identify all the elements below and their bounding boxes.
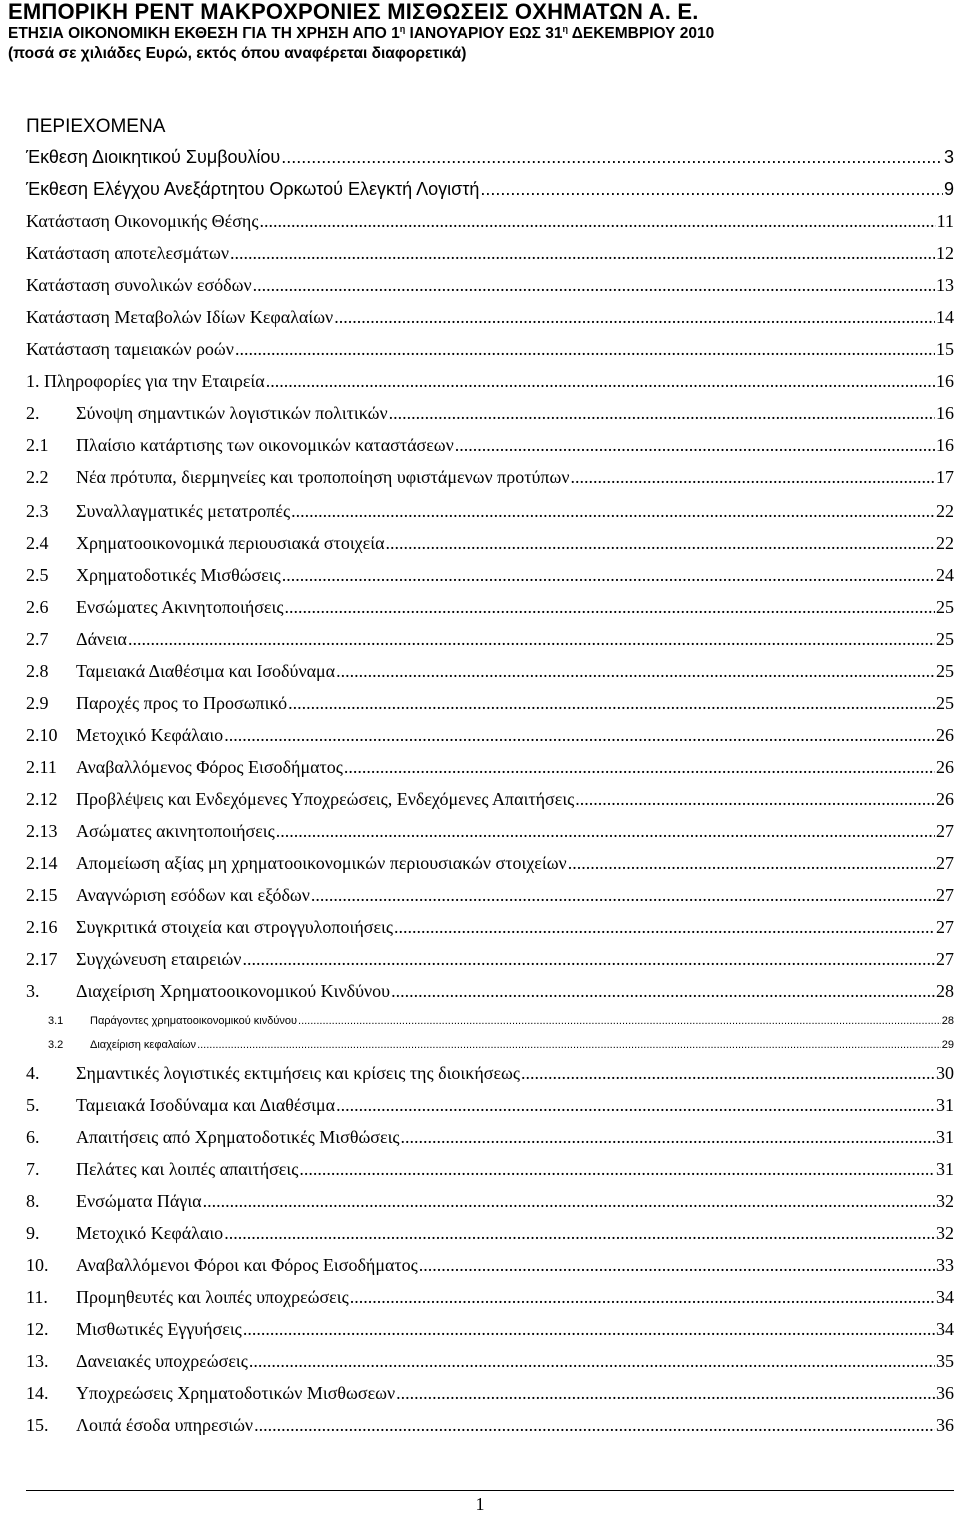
toc-entry-title: Κατάσταση Οικονομικής Θέσης <box>26 211 259 231</box>
toc-entry-page: 27 <box>936 853 954 873</box>
toc-entry-page: 36 <box>936 1415 954 1435</box>
toc-leader-dots <box>230 242 935 264</box>
toc-entry-title: Ενσώματες Ακινητοποιήσεις <box>76 597 284 617</box>
toc-entry[interactable] <box>26 788 954 810</box>
toc-entry-title: Συγκριτικά στοιχεία και στρογγυλοποιήσεις <box>76 917 393 937</box>
toc-entry[interactable] <box>26 1382 954 1404</box>
toc-entry-title: Αναβαλλόμενοι Φόροι και Φόρος Εισοδήματος <box>76 1255 418 1275</box>
toc-entry-number: 2.14 <box>26 853 58 873</box>
toc-entry-number: 2.1 <box>26 435 49 455</box>
toc-entry[interactable] <box>26 948 954 970</box>
toc-leader-dots <box>396 1382 935 1404</box>
toc-entry-number: 3. <box>26 981 40 1001</box>
toc-entry[interactable] <box>26 916 954 938</box>
toc-entry-page: 24 <box>936 565 954 585</box>
toc-entry-title: Πελάτες και λοιπές απαιτήσεις <box>76 1159 299 1179</box>
toc-entry-page: 27 <box>936 949 954 969</box>
toc-entry-page: 25 <box>936 597 954 617</box>
toc-entry-page: 27 <box>936 821 954 841</box>
toc-entry-number: 15. <box>26 1415 49 1435</box>
toc-entry-number: 2.7 <box>26 629 49 649</box>
toc-entry-page: 31 <box>936 1127 954 1147</box>
toc-entry[interactable] <box>26 242 954 264</box>
toc-entry-page: 30 <box>936 1063 954 1083</box>
toc-leader-dots <box>575 788 935 810</box>
toc-entry-page: 16 <box>936 371 954 391</box>
toc-entry-number: 2.9 <box>26 693 49 713</box>
toc-entry-number: 8. <box>26 1191 40 1211</box>
toc-entry[interactable] <box>26 660 954 682</box>
toc-entry-page: 26 <box>936 725 954 745</box>
toc-entry-title: Ασώματες ακινητοποιήσεις <box>76 821 275 841</box>
document-header <box>8 0 714 64</box>
toc-leader-dots <box>311 884 935 906</box>
toc-entry-number: 2.4 <box>26 533 49 553</box>
toc-entry-page: 31 <box>936 1095 954 1115</box>
toc-entry-title: Κατάσταση αποτελεσμάτων <box>26 243 230 263</box>
toc-entry-title: 1. Πληροφορίες για την Εταιρεία <box>26 371 265 391</box>
toc-entry-number: 3.1 <box>48 1015 64 1027</box>
toc-entry-page: 33 <box>936 1255 954 1275</box>
toc-entry-number: 2.6 <box>26 597 49 617</box>
toc-entry-number: 5. <box>26 1095 40 1115</box>
toc-leader-dots <box>254 1414 935 1436</box>
toc-entry-page: 32 <box>936 1191 954 1211</box>
toc-entry-title: Παράγοντες χρηματοοικονομικού κινδύνου <box>90 1015 298 1027</box>
toc-leader-dots <box>350 1286 935 1308</box>
toc-entry-number: 14. <box>26 1383 49 1403</box>
toc-entry-title: Ταμειακά Ισοδύναμα και Διαθέσιμα <box>76 1095 336 1115</box>
toc-entry[interactable] <box>26 532 954 554</box>
toc-entry-page: 36 <box>936 1383 954 1403</box>
toc-leader-dots <box>568 852 935 874</box>
toc-entry[interactable] <box>26 370 954 392</box>
toc-entry-number: 4. <box>26 1063 40 1083</box>
toc-leader-dots <box>336 1094 935 1116</box>
toc-entry-number: 2.2 <box>26 467 49 487</box>
toc-entry[interactable] <box>26 1158 954 1180</box>
toc-entry-number: 2.5 <box>26 565 49 585</box>
toc-entry-number: 2.16 <box>26 917 58 937</box>
toc-entry-title: Μετοχικό Κεφάλαιο <box>76 1223 224 1243</box>
toc-leader-dots <box>266 370 935 392</box>
toc-entry-page: 15 <box>936 339 954 359</box>
company-title: ΕΜΠΟΡΙΚΗ ΡΕΝΤ ΜΑΚΡΟΧΡΟΝΙΕΣ ΜΙΣΘΩΣΕΙΣ ΟΧΗΜΑΤΩΝ Α. Ε. <box>8 0 699 24</box>
toc-entry[interactable] <box>26 434 954 456</box>
toc-entry-title: Σύνοψη σημαντικών λογιστικών πολιτικών <box>76 403 388 423</box>
toc-entry[interactable] <box>26 146 954 168</box>
toc-entry-number: 2. <box>26 403 40 423</box>
footer-divider <box>26 1490 954 1491</box>
toc-leader-dots <box>480 178 943 200</box>
toc-entry-title: Σημαντικές λογιστικές εκτιμήσεις και κρίσεις της διοικήσεως <box>76 1063 520 1083</box>
toc-entry-number: 11. <box>26 1287 48 1307</box>
toc-leader-dots <box>299 1158 935 1180</box>
toc-entry-number: 2.15 <box>26 885 58 905</box>
toc-entry-title: Προμηθευτές και λοιπές υποχρεώσεις <box>76 1287 349 1307</box>
toc-leader-dots <box>389 402 935 424</box>
toc-entry[interactable] <box>26 338 954 360</box>
toc-leader-dots <box>281 146 943 168</box>
toc-entry-page: 29 <box>941 1039 954 1051</box>
toc-entry[interactable] <box>26 692 954 714</box>
toc-entry-title: Διαχείριση κεφαλαίων <box>90 1039 197 1051</box>
toc-entry-page: 22 <box>936 533 954 553</box>
toc-entry-number: 7. <box>26 1159 40 1179</box>
toc-entry-title: Έκθεση Διοικητικού Συμβουλίου <box>26 147 281 167</box>
toc-entry[interactable] <box>26 852 954 874</box>
toc-entry-title: Μετοχικό Κεφάλαιο <box>76 725 224 745</box>
toc-leader-dots <box>242 948 935 970</box>
toc-entry-title: Ενσώματα Πάγια <box>76 1191 202 1211</box>
toc-entry-title: Δάνεια <box>76 629 127 649</box>
toc-leader-dots <box>336 660 935 682</box>
toc-entry[interactable] <box>26 500 954 522</box>
toc-entry-title: Διαχείριση Χρηματοοικονομικού Κινδύνου <box>76 981 391 1001</box>
toc-entry-title: Αναβαλλόμενος Φόρος Εισοδήματος <box>76 757 343 777</box>
toc-entry-title: Μισθωτικές Εγγυήσεις <box>76 1319 242 1339</box>
toc-entry[interactable] <box>26 756 954 778</box>
toc-leader-dots <box>284 596 935 618</box>
toc-entry[interactable] <box>26 980 954 1002</box>
toc-leader-dots <box>259 210 935 232</box>
toc-entry[interactable] <box>26 1318 954 1340</box>
toc-entry-page: 27 <box>936 885 954 905</box>
toc-entry[interactable] <box>26 306 954 328</box>
toc-entry-title: Προβλέψεις και Ενδεχόμενες Υποχρεώσεις, Ενδεχόμενες Απαιτήσεις <box>76 789 575 809</box>
toc-entry-page: 16 <box>936 435 954 455</box>
toc-leader-dots <box>570 466 935 488</box>
toc-leader-dots <box>521 1062 935 1084</box>
toc-leader-dots <box>455 434 935 456</box>
toc-leader-dots <box>203 1190 935 1212</box>
toc-entry-page: 22 <box>936 501 954 521</box>
toc-entry[interactable] <box>26 402 954 424</box>
toc-entry-page: 9 <box>943 179 954 199</box>
toc-entry[interactable] <box>26 884 954 906</box>
toc-leader-dots <box>394 916 935 938</box>
toc-leader-dots <box>249 1350 935 1372</box>
toc-entry-title: Πλαίσιο κατάρτισης των οικονομικών καταστάσεων <box>76 435 454 455</box>
toc-entry-page: 34 <box>936 1287 954 1307</box>
toc-leader-dots <box>197 1038 941 1052</box>
toc-entry-page: 16 <box>936 403 954 423</box>
toc-leader-dots <box>401 1126 935 1148</box>
toc-entry-page: 28 <box>941 1015 954 1027</box>
toc-entry-number: 13. <box>26 1351 49 1371</box>
toc-entry-title: Ταμειακά Διαθέσιμα και Ισοδύναμα <box>76 661 336 681</box>
toc-entry-page: 3 <box>943 147 954 167</box>
toc-entry[interactable] <box>26 1094 954 1116</box>
toc-leader-dots <box>391 980 935 1002</box>
report-title: ΕΤΗΣΙΑ ΟΙΚΟΝΟΜΙΚΗ ΕΚΘΕΣΗ ΓΙΑ ΤΗ ΧΡΗΣΗ ΑΠΟ $1^\eta$ ΙΑΝΟΥΑΡΙΟΥ ΕΩΣ $31^\eta$ ΔΕΚΕΜΒΡΙΟΥ 2010 <box>8 23 715 42</box>
toc-entry-number: 6. <box>26 1127 40 1147</box>
toc-leader-dots <box>224 724 935 746</box>
toc-entry-page: 25 <box>936 693 954 713</box>
toc-title: ΠΕΡΙΕΧΟΜΕΝΑ <box>26 116 166 137</box>
toc-entry-title: Κατάσταση συνολικών εσόδων <box>26 275 252 295</box>
toc-entry-number: 2.11 <box>26 757 57 777</box>
toc-entry-page: 27 <box>936 917 954 937</box>
toc-entry-page: 32 <box>936 1223 954 1243</box>
toc-entry-title: Συναλλαγματικές μετατροπές <box>76 501 291 521</box>
toc-entry[interactable] <box>26 1222 954 1244</box>
toc-entry-page: 17 <box>936 467 954 487</box>
toc-entry-page: 25 <box>936 661 954 681</box>
toc-entry[interactable] <box>26 1014 954 1028</box>
toc-entry-page: 31 <box>936 1159 954 1179</box>
toc-entry[interactable] <box>26 274 954 296</box>
toc-leader-dots <box>253 274 935 296</box>
toc-entry-title: Απομείωση αξίας μη χρηματοοικονομικών περιουσιακών στοιχείων <box>76 853 567 873</box>
toc-entry[interactable] <box>26 178 954 200</box>
toc-entry-number: 2.12 <box>26 789 58 809</box>
toc-entry-page: 35 <box>936 1351 954 1371</box>
toc-entry-number: 2.3 <box>26 501 49 521</box>
toc-entry-page: 34 <box>936 1319 954 1339</box>
toc-entry-page: 14 <box>936 307 954 327</box>
toc-entry-page: 11 <box>936 211 954 231</box>
toc-entry[interactable] <box>26 628 954 650</box>
toc-entry[interactable] <box>26 466 954 488</box>
toc-entry-page: 12 <box>936 243 954 263</box>
page-number: 1 <box>475 1494 485 1514</box>
toc-entry-page: 26 <box>936 757 954 777</box>
toc-entry-title: Απαιτήσεις από Χρηματοδοτικές Μισθώσεις <box>76 1127 400 1147</box>
toc-entry-title: Νέα πρότυπα, διερμηνείες και τροποποίηση υφιστάμενων προτύπων <box>76 467 570 487</box>
toc-entry[interactable] <box>26 1190 954 1212</box>
toc-entry[interactable] <box>26 1062 954 1084</box>
toc-entry-title: Λοιπά έσοδα υπηρεσιών <box>76 1415 254 1435</box>
toc-entry[interactable] <box>26 596 954 618</box>
toc-leader-dots <box>298 1014 941 1028</box>
toc-entry-title: Κατάσταση ταμειακών ροών <box>26 339 234 359</box>
toc-entry-title: Έκθεση Ελέγχου Ανεξάρτητου Ορκωτού Ελεγκτή Λογιστή <box>26 179 480 199</box>
toc-entry-title: Παροχές προς το Προσωπικό <box>76 693 288 713</box>
toc-entry[interactable] <box>26 1350 954 1372</box>
toc-entry-number: 2.17 <box>26 949 58 969</box>
toc-entry[interactable] <box>26 820 954 842</box>
toc-entry[interactable] <box>26 1254 954 1276</box>
toc-leader-dots <box>128 628 935 650</box>
toc-entry[interactable] <box>26 1414 954 1436</box>
toc-leader-dots <box>291 500 935 522</box>
toc-entry[interactable] <box>26 564 954 586</box>
toc-entry[interactable] <box>26 210 954 232</box>
toc-leader-dots <box>235 338 935 360</box>
toc-entry-number: 10. <box>26 1255 49 1275</box>
toc-entry-number: 9. <box>26 1223 40 1243</box>
toc-leader-dots <box>243 1318 935 1340</box>
toc-entry-page: 25 <box>936 629 954 649</box>
toc-entry-number: 12. <box>26 1319 49 1339</box>
toc-leader-dots <box>344 756 935 778</box>
toc-entry-title: Χρηματοοικονομικά περιουσιακά στοιχεία <box>76 533 385 553</box>
toc-entry[interactable] <box>26 1126 954 1148</box>
toc-entry-number: 2.13 <box>26 821 58 841</box>
toc-entry-page: 26 <box>936 789 954 809</box>
toc-entry-title: Δανειακές υποχρεώσεις <box>76 1351 248 1371</box>
toc-entry-number: 3.2 <box>48 1039 64 1051</box>
toc-leader-dots <box>334 306 935 328</box>
toc-leader-dots <box>386 532 935 554</box>
toc-leader-dots <box>276 820 935 842</box>
toc-entry-title: Χρηματοδοτικές Μισθώσεις <box>76 565 281 585</box>
toc-leader-dots <box>282 564 935 586</box>
toc-leader-dots <box>224 1222 935 1244</box>
toc-entry[interactable] <box>26 1286 954 1308</box>
toc-entry[interactable] <box>26 1038 954 1052</box>
toc-leader-dots <box>419 1254 935 1276</box>
toc-entry-title: Κατάσταση Μεταβολών Ιδίων Κεφαλαίων <box>26 307 334 327</box>
toc-entry-number: 2.8 <box>26 661 49 681</box>
toc-entry-title: Συγχώνευση εταιρειών <box>76 949 242 969</box>
toc-entry-title: Υποχρεώσεις Χρηματοδοτικών Μισθωσεων <box>76 1383 396 1403</box>
amounts-note: (ποσά σε χιλιάδες Ευρώ, εκτός όπου αναφέρεται διαφορετικά) <box>8 45 467 62</box>
toc-entry-page: 28 <box>936 981 954 1001</box>
toc-entry-number: 2.10 <box>26 725 58 745</box>
toc-entry[interactable] <box>26 724 954 746</box>
toc-leader-dots <box>288 692 935 714</box>
toc-entry-page: 13 <box>936 275 954 295</box>
toc-entry-title: Αναγνώριση εσόδων και εξόδων <box>76 885 310 905</box>
